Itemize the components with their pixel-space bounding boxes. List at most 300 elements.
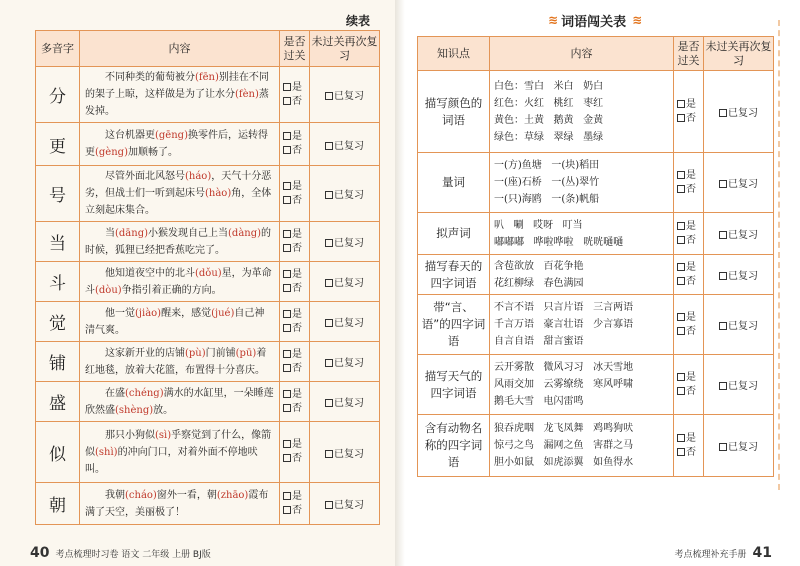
pinyin: (cháo) xyxy=(125,489,157,501)
word-line: 黄色：土黄 鹅黄 金黄 xyxy=(494,114,604,126)
example-sentence xyxy=(80,483,280,525)
passed-cell xyxy=(280,123,310,166)
footer-left xyxy=(30,545,211,561)
sentence-text: 尽管外面北风怒号 xyxy=(105,171,185,182)
checkbox-yes[interactable] xyxy=(283,490,309,504)
checkbox-no[interactable] xyxy=(677,183,703,197)
checkbox-label: 是 xyxy=(292,439,302,450)
sentence-text: 窗外一看，朝 xyxy=(156,489,217,501)
checkbox-label: 是 xyxy=(686,220,696,232)
checkbox-square-icon xyxy=(677,100,685,108)
passed-cell xyxy=(280,483,310,525)
book-title: 考点梳理时习卷 语文 二年级 上册 BJ版 xyxy=(55,550,211,560)
header-review: 未过关再次复习 xyxy=(704,37,774,71)
checkbox-square-icon xyxy=(283,350,291,358)
sentence-text: 角，全体立刻起床集合。 xyxy=(85,188,272,216)
checkbox-no[interactable] xyxy=(283,95,309,109)
checkbox-yes[interactable] xyxy=(283,228,309,242)
sentence-text: 这台机器更 xyxy=(105,130,155,141)
passed-cell xyxy=(280,422,310,483)
checkbox-square-icon xyxy=(283,244,291,252)
checkbox-no[interactable] xyxy=(283,402,309,416)
checkbox-label: 否 xyxy=(292,194,302,206)
word-line: 花红柳绿 春色满园 xyxy=(494,277,584,289)
pinyin: (fèn) xyxy=(235,89,259,100)
sentence-text: 当 xyxy=(105,227,115,239)
checkbox-label: 否 xyxy=(686,183,696,195)
checkbox-square-icon xyxy=(283,146,291,154)
page-title: 词语闯关表 xyxy=(561,14,627,30)
passed-cell xyxy=(280,262,310,302)
example-sentence xyxy=(80,342,280,382)
checkbox-square-icon xyxy=(719,382,727,390)
right-title xyxy=(548,10,639,30)
word-line: 嘟嘟嘟 哗啦哗啦 咣咣嗵嗵 xyxy=(494,236,624,248)
passed-cell xyxy=(280,67,310,123)
checkbox-square-icon xyxy=(283,182,291,190)
sentence-text: 换零件后，运转得更 xyxy=(85,130,268,158)
pinyin: (gèng) xyxy=(95,147,128,158)
word-line: 惊弓之鸟 漏网之鱼 害群之马 xyxy=(494,440,634,451)
sentence-text: 争指引着正确的方向。 xyxy=(121,284,222,296)
passed-cell xyxy=(280,222,310,262)
checkbox-square-icon xyxy=(283,83,291,91)
checkbox-square-icon xyxy=(325,142,333,150)
checkbox-square-icon xyxy=(325,319,333,327)
sentence-text: ，天气十分恶劣，但战士们一听到起床号 xyxy=(85,171,272,199)
pinyin: (háo) xyxy=(185,171,212,182)
checkbox-no[interactable] xyxy=(677,112,703,126)
checkbox-no[interactable] xyxy=(283,362,309,376)
word-line: 绿色：草绿 翠绿 墨绿 xyxy=(494,131,604,143)
review-label: 已复习 xyxy=(334,91,364,102)
checkbox-square-icon xyxy=(283,364,291,372)
passed-cell xyxy=(280,302,310,342)
review-cell[interactable] xyxy=(704,213,774,255)
polyphone-char: 分 xyxy=(36,67,80,123)
pinyin: (dòu) xyxy=(95,284,122,296)
sentence-text: 加顺畅了。 xyxy=(127,147,178,158)
review-label: 已复习 xyxy=(334,140,364,152)
word-line: 云开雾散 微风习习 冰天雪地 xyxy=(494,362,634,373)
checkbox-label: 否 xyxy=(292,362,302,374)
checkbox-square-icon xyxy=(283,310,291,318)
pinyin: (jiào) xyxy=(135,307,162,319)
checkbox-label: 是 xyxy=(686,371,696,383)
checkbox-square-icon xyxy=(719,443,727,451)
checkbox-label: 否 xyxy=(686,385,696,397)
header-topic: 知识点 xyxy=(418,37,490,71)
checkbox-label: 否 xyxy=(292,402,302,414)
checkbox-square-icon xyxy=(719,231,727,239)
sentence-text: 不同种类的葡萄被分 xyxy=(105,72,195,83)
sentence-text: 别挂在不同的架子上晾，这样做是为了让水分 xyxy=(85,72,269,100)
example-sentence xyxy=(80,302,280,342)
sentence-text: 醒来，感觉 xyxy=(161,307,212,319)
review-cell[interactable] xyxy=(310,422,380,483)
checkbox-square-icon xyxy=(283,97,291,105)
checkbox-label: 否 xyxy=(292,322,302,334)
checkbox-label: 否 xyxy=(686,112,696,124)
pinyin: (pū) xyxy=(235,347,257,359)
word-line: 不言不语 只言片语 三言两语 xyxy=(494,302,634,313)
checkbox-label: 否 xyxy=(686,325,696,337)
table-row xyxy=(418,153,774,213)
word-list xyxy=(490,153,674,213)
passed-cell xyxy=(674,415,704,477)
pinyin: (shì) xyxy=(95,446,118,458)
table-row xyxy=(36,342,380,382)
checkbox-square-icon xyxy=(677,373,685,381)
checkbox-square-icon xyxy=(283,230,291,238)
example-sentence xyxy=(80,166,280,222)
review-cell[interactable] xyxy=(310,67,380,123)
word-line: 胆小如鼠 如虎添翼 如鱼得水 xyxy=(494,457,634,468)
word-list xyxy=(490,355,674,415)
review-cell[interactable] xyxy=(704,415,774,477)
review-cell[interactable] xyxy=(310,382,380,422)
word-list xyxy=(490,213,674,255)
polyphone-char: 当 xyxy=(36,222,80,262)
checkbox-no[interactable] xyxy=(677,385,703,399)
sentence-text: 满水的水缸里，一朵睡莲欣然盛 xyxy=(85,387,274,416)
review-label: 已复习 xyxy=(334,238,364,249)
topic-label: 拟声词 xyxy=(418,213,490,255)
checkbox-square-icon xyxy=(677,236,685,244)
review-cell[interactable] xyxy=(704,355,774,415)
header-review: 未过关再次复习 xyxy=(310,31,380,67)
topic-label: 描写春天的四字词语 xyxy=(418,255,490,295)
checkbox-yes[interactable] xyxy=(677,432,703,446)
checkbox-label: 是 xyxy=(686,169,696,181)
review-label: 已复习 xyxy=(728,230,758,241)
checkbox-no[interactable] xyxy=(283,504,309,518)
word-line: 一(只)海鸥 一(条)帆船 xyxy=(494,194,600,205)
sentence-text: 放。 xyxy=(153,404,174,416)
sentence-text: 这家新开业的店铺 xyxy=(105,347,185,359)
table-row xyxy=(36,262,380,302)
polyphone-char: 号 xyxy=(36,166,80,222)
polyphone-char: 似 xyxy=(36,422,80,483)
table-row xyxy=(418,71,774,153)
topic-label: 带“言、语”的四字词语 xyxy=(418,295,490,355)
checkbox-square-icon xyxy=(325,501,333,509)
review-cell[interactable] xyxy=(310,302,380,342)
sentence-text: 霞布满了天空，美丽极了！ xyxy=(85,489,269,518)
sentence-text: 蒸发掉。 xyxy=(85,89,269,117)
checkbox-label: 否 xyxy=(686,234,696,246)
topic-label: 含有动物名称的四字词语 xyxy=(418,415,490,477)
table-row xyxy=(36,302,380,342)
checkbox-square-icon xyxy=(283,440,291,448)
word-line: 鹅毛大雪 电闪雷鸣 xyxy=(494,396,584,407)
review-label: 已复习 xyxy=(728,321,758,332)
passed-cell xyxy=(674,255,704,295)
checkbox-no[interactable] xyxy=(677,275,703,289)
sentence-text: 那只小狗似 xyxy=(105,429,155,441)
checkbox-square-icon xyxy=(283,196,291,204)
checkbox-label: 是 xyxy=(686,311,696,323)
word-line: 狼吞虎咽 龙飞凤舞 鸡鸣狗吠 xyxy=(494,423,634,434)
example-sentence xyxy=(80,262,280,302)
checkbox-square-icon xyxy=(719,109,727,117)
example-sentence xyxy=(80,67,280,123)
example-sentence xyxy=(80,422,280,483)
polyphone-table xyxy=(35,30,380,525)
polyphone-char: 盛 xyxy=(36,382,80,422)
checkbox-label: 否 xyxy=(686,275,696,287)
checkbox-square-icon xyxy=(325,359,333,367)
checkbox-square-icon xyxy=(719,272,727,280)
checkbox-square-icon xyxy=(677,185,685,193)
example-sentence xyxy=(80,123,280,166)
pinyin: (dàng) xyxy=(228,227,262,239)
review-label: 已复习 xyxy=(334,190,364,201)
table-row xyxy=(36,166,380,222)
sentence-text: 我朝 xyxy=(105,489,125,501)
book-title: 考点梳理补充手册 xyxy=(674,550,747,560)
checkbox-no[interactable] xyxy=(283,452,309,466)
passed-cell xyxy=(674,213,704,255)
word-line: 叭 唰 哎呀 叮当 xyxy=(494,219,583,231)
passed-cell xyxy=(280,382,310,422)
sentence-text: 他一觉 xyxy=(105,307,135,319)
review-label: 已复习 xyxy=(728,442,758,453)
vocab-table xyxy=(417,36,774,477)
checkbox-label: 否 xyxy=(292,504,302,516)
pinyin: (dāng) xyxy=(115,227,149,239)
word-line: 红色：火红 桃红 枣红 xyxy=(494,97,604,109)
checkbox-square-icon xyxy=(325,191,333,199)
header-content: 内容 xyxy=(490,37,674,71)
checkbox-square-icon xyxy=(283,132,291,140)
checkbox-label: 是 xyxy=(292,131,302,142)
checkbox-square-icon xyxy=(677,222,685,230)
checkbox-no[interactable] xyxy=(283,194,309,208)
checkbox-square-icon xyxy=(325,92,333,100)
word-line: 千言万语 豪言壮语 少言寡语 xyxy=(494,319,634,330)
review-cell[interactable] xyxy=(704,71,774,153)
checkbox-square-icon xyxy=(677,114,685,122)
polyphone-char: 觉 xyxy=(36,302,80,342)
checkbox-square-icon xyxy=(677,434,685,442)
review-label: 已复习 xyxy=(728,108,758,119)
header-content: 内容 xyxy=(80,31,280,67)
passed-cell xyxy=(674,355,704,415)
checkbox-label: 否 xyxy=(292,453,302,464)
checkbox-yes[interactable] xyxy=(283,388,309,402)
table-row xyxy=(418,415,774,477)
page-number: 41 xyxy=(752,545,772,561)
continued-label: 续表 xyxy=(346,14,371,28)
edge-strip xyxy=(778,20,784,490)
passed-cell xyxy=(674,71,704,153)
checkbox-label: 是 xyxy=(292,81,302,93)
pinyin: (shèng) xyxy=(115,404,154,416)
word-list xyxy=(490,415,674,477)
header-char: 多音字 xyxy=(36,31,80,67)
word-line: 风雨交加 云雾缭绕 寒风呼啸 xyxy=(494,379,634,390)
checkbox-label: 是 xyxy=(292,348,302,360)
checkbox-square-icon xyxy=(325,399,333,407)
checkbox-yes[interactable] xyxy=(283,130,309,144)
checkbox-no[interactable] xyxy=(677,325,703,339)
sentence-text: 着红地毯，放着大花篮，布置得十分喜庆。 xyxy=(85,347,267,376)
footer-right xyxy=(675,545,773,561)
book-gutter xyxy=(395,0,405,566)
word-list xyxy=(490,71,674,153)
checkbox-square-icon xyxy=(283,324,291,332)
table-row xyxy=(36,382,380,422)
checkbox-square-icon xyxy=(677,277,685,285)
review-cell[interactable] xyxy=(704,295,774,355)
pinyin: (dǒu) xyxy=(195,267,222,279)
sentence-text: 乎察觉到了什么，像箭似 xyxy=(85,429,272,458)
table-row xyxy=(418,295,774,355)
checkbox-label: 是 xyxy=(292,388,302,400)
table-row xyxy=(36,422,380,483)
topic-label: 描写天气的四字词语 xyxy=(418,355,490,415)
checkbox-yes[interactable] xyxy=(677,98,703,112)
word-line: 含苞欲放 百花争艳 xyxy=(494,260,584,272)
pinyin: (zhāo) xyxy=(216,489,249,501)
review-label: 已复习 xyxy=(728,381,758,392)
pinyin: (jué) xyxy=(211,307,235,319)
polyphone-char: 朝 xyxy=(36,483,80,525)
checkbox-no[interactable] xyxy=(283,242,309,256)
review-label: 已复习 xyxy=(334,398,364,409)
checkbox-square-icon xyxy=(677,387,685,395)
sentence-text: 在盛 xyxy=(105,387,125,399)
pinyin: (fēn) xyxy=(195,72,219,83)
checkbox-yes[interactable] xyxy=(677,371,703,385)
checkbox-square-icon xyxy=(677,327,685,335)
polyphone-char: 斗 xyxy=(36,262,80,302)
checkbox-label: 否 xyxy=(686,446,696,458)
checkbox-square-icon xyxy=(283,284,291,292)
pinyin: (sì) xyxy=(155,429,172,441)
checkbox-square-icon xyxy=(283,390,291,398)
checkbox-square-icon xyxy=(677,448,685,456)
sentence-text: 他知道夜空中的北斗 xyxy=(105,267,195,279)
checkbox-square-icon xyxy=(677,313,685,321)
checkbox-no[interactable] xyxy=(283,144,309,158)
checkbox-square-icon xyxy=(325,279,333,287)
pinyin: (pù) xyxy=(185,347,206,359)
checkbox-no[interactable] xyxy=(283,322,309,336)
checkbox-no[interactable] xyxy=(283,282,309,296)
review-cell[interactable] xyxy=(310,262,380,302)
topic-label: 量词 xyxy=(418,153,490,213)
checkbox-square-icon xyxy=(283,454,291,462)
example-sentence xyxy=(80,222,280,262)
review-label: 已复习 xyxy=(334,500,364,511)
checkbox-square-icon xyxy=(283,506,291,514)
checkbox-yes[interactable] xyxy=(677,311,703,325)
word-line: 白色：雪白 米白 奶白 xyxy=(494,80,604,92)
table-row xyxy=(36,67,380,123)
review-cell[interactable] xyxy=(310,166,380,222)
sentence-text: 的冲向门口，对着外面不停地吠叫。 xyxy=(85,446,258,475)
checkbox-label: 是 xyxy=(686,432,696,444)
checkbox-no[interactable] xyxy=(677,234,703,248)
table-row xyxy=(36,123,380,166)
passed-cell xyxy=(280,342,310,382)
checkbox-yes[interactable] xyxy=(677,169,703,183)
sentence-text: 的时候，狐狸已经把香蕉吃完了。 xyxy=(85,227,272,256)
checkbox-label: 是 xyxy=(686,98,696,110)
checkbox-yes[interactable] xyxy=(283,268,309,282)
table-row xyxy=(36,222,380,262)
checkbox-no[interactable] xyxy=(677,446,703,460)
checkbox-square-icon xyxy=(325,450,333,458)
review-cell[interactable] xyxy=(310,222,380,262)
word-line: 一(方)鱼塘 一(块)稻田 xyxy=(494,160,600,171)
checkbox-square-icon xyxy=(283,270,291,278)
checkbox-yes[interactable] xyxy=(677,261,703,275)
checkbox-yes[interactable] xyxy=(677,220,703,234)
checkbox-square-icon xyxy=(325,239,333,247)
table-row xyxy=(418,213,774,255)
checkbox-label: 否 xyxy=(292,282,302,294)
checkbox-yes[interactable] xyxy=(283,308,309,322)
table-row xyxy=(418,255,774,295)
checkbox-square-icon xyxy=(283,492,291,500)
checkbox-label: 是 xyxy=(292,180,302,192)
review-label: 已复习 xyxy=(728,179,758,190)
review-label: 已复习 xyxy=(334,318,364,329)
word-line: 一(座)石桥 一(丛)翠竹 xyxy=(494,177,600,188)
pinyin: (chéng) xyxy=(125,387,164,399)
table-row xyxy=(418,355,774,415)
passed-cell xyxy=(674,295,704,355)
page-number: 40 xyxy=(30,545,50,561)
sentence-text: 门前铺 xyxy=(205,347,236,359)
sentence-text: 小猴发现自己上当 xyxy=(148,227,229,239)
checkbox-yes[interactable] xyxy=(283,180,309,194)
word-list xyxy=(490,295,674,355)
review-cell[interactable] xyxy=(310,123,380,166)
checkbox-yes[interactable] xyxy=(283,438,309,452)
review-label: 已复习 xyxy=(334,278,364,289)
review-cell[interactable] xyxy=(704,153,774,213)
passed-cell xyxy=(674,153,704,213)
review-label: 已复习 xyxy=(334,358,364,369)
checkbox-yes[interactable] xyxy=(283,348,309,362)
review-label: 已复习 xyxy=(728,271,758,282)
checkbox-label: 是 xyxy=(292,268,302,280)
checkbox-label: 否 xyxy=(292,145,302,156)
review-cell[interactable] xyxy=(310,342,380,382)
sentence-text: 星，为革命斗 xyxy=(85,267,272,296)
pinyin: (gēng) xyxy=(155,130,188,141)
checkbox-square-icon xyxy=(677,171,685,179)
checkbox-label: 是 xyxy=(292,228,302,240)
word-list xyxy=(490,255,674,295)
checkbox-label: 否 xyxy=(292,95,302,107)
review-cell[interactable] xyxy=(704,255,774,295)
checkbox-label: 是 xyxy=(292,490,302,502)
topic-label: 描写颜色的词语 xyxy=(418,71,490,153)
checkbox-square-icon xyxy=(719,180,727,188)
header-passed: 是否过关 xyxy=(280,31,310,67)
checkbox-label: 是 xyxy=(292,308,302,320)
checkbox-square-icon xyxy=(283,404,291,412)
wave-deco-icon: ≋ xyxy=(632,13,640,27)
review-cell[interactable] xyxy=(310,483,380,525)
wave-deco-icon: ≋ xyxy=(548,13,556,27)
checkbox-yes[interactable] xyxy=(283,81,309,95)
